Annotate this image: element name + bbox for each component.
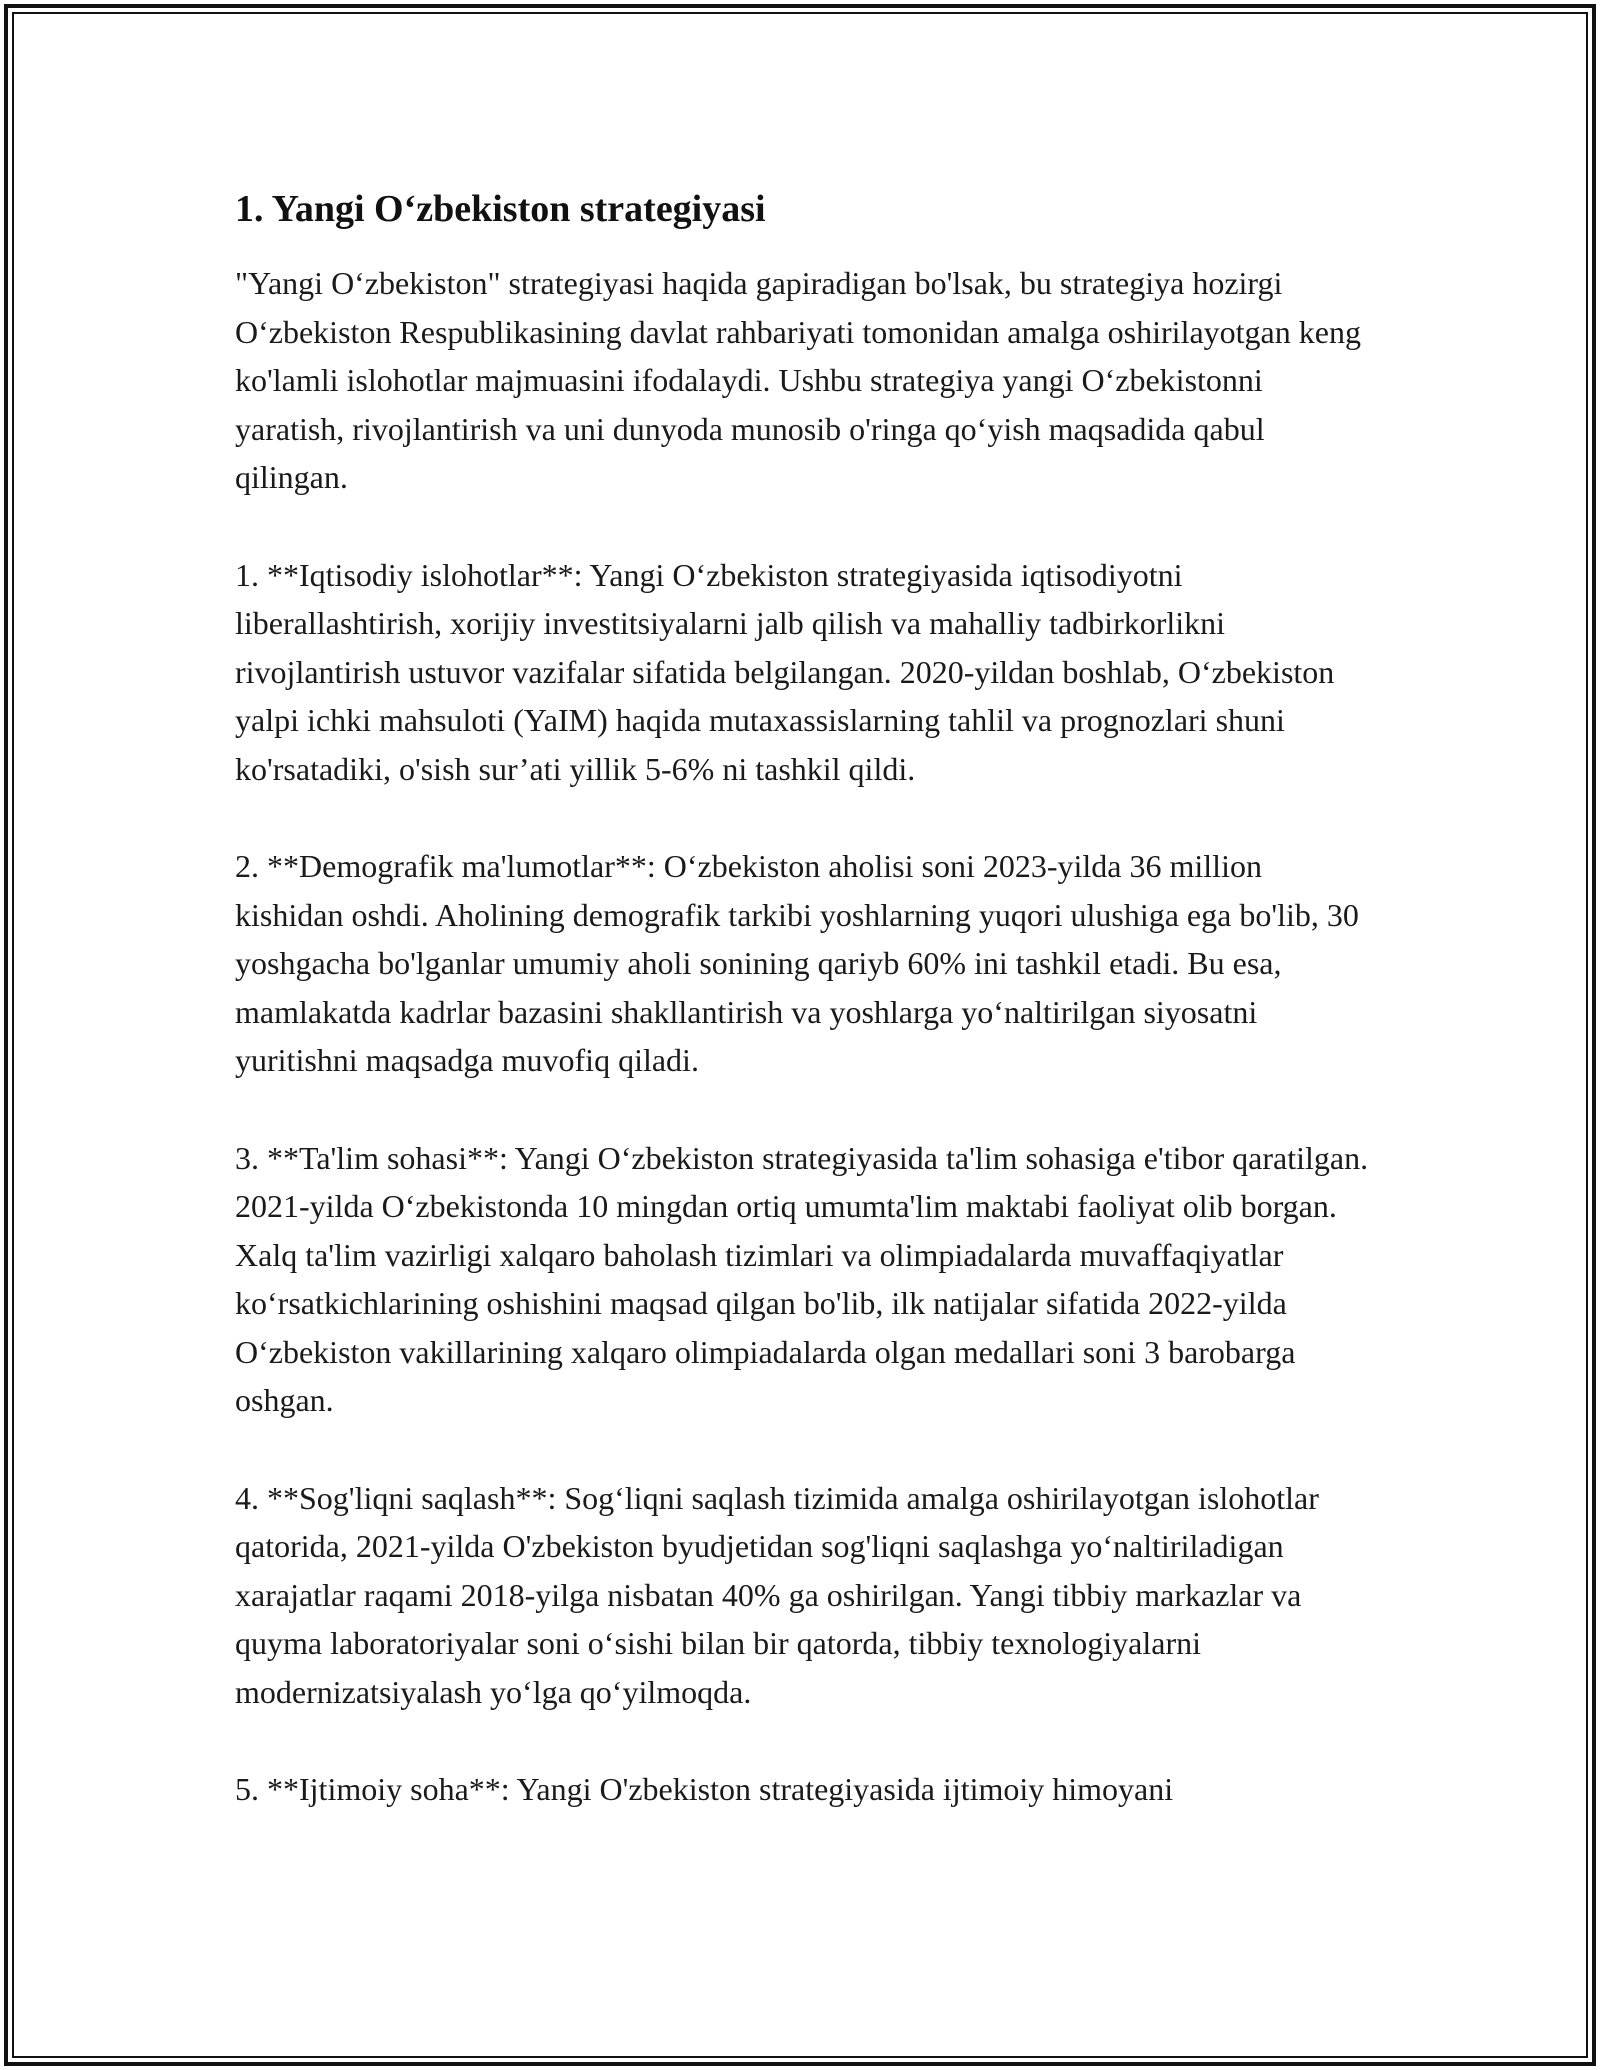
paragraph-social-sphere: 5. **Ijtimoiy soha**: Yangi O'zbekiston strategiyasida ijtimoiy himoyani [235, 1771, 1174, 1807]
document-title: 1. Yangi O‘zbekiston strategiyasi [235, 188, 766, 230]
paragraph-healthcare: 4. **Sog'liqni saqlash**: Sog‘liqni saqlash tizimida amalga oshirilayotgan islohotlar qatorida, 2021-yilda O'zbekiston byudjetidan sog'liqni saqlashga yo‘naltiriladigan xarajatlar raqami 2018-yilga nisbatan 40% ga oshirilgan. Yangi tibbiy markazlar va quyma laboratoriyalar soni o‘sishi bilan bir qatorda, tibbiy texnologiyalarni modernizatsiyalash yo‘lga qo‘yilmoqda. [235, 1479, 1319, 1710]
paragraph-demographics: 2. **Demografik ma'lumotlar**: O‘zbekiston aholisi soni 2023-yilda 36 million kishidan oshdi. Aholining demografik tarkibi yoshlarning yuqori ulushiga ega bo'lib, 30 yoshgacha bo'lganlar umumiy aholi sonining qariyb 60% ini tashkil etadi. Bu esa, mamlakatda kadrlar bazasini shakllantirish va yoshlarga yo‘naltirilgan siyosatni yuritishni maqsadga muvofiq qiladi. [235, 848, 1359, 1078]
document-body [235, 185, 1375, 1863]
paragraph-economic-reforms: 1. **Iqtisodiy islohotlar**: Yangi O‘zbekiston strategiyasida iqtisodiyotni liberallashtirish, xorijiy investitsiyalarni jalb qilish va mahalliy tadbirkorlikni rivojlantirish ustuvor vazifalar sifatida belgilangan. 2020-yildan boshlab, O‘zbekiston yalpi ichki mahsuloti (YaIM) haqida mutaxassislarning tahlil va prognozlari shuni ko'rsatadiki, o'sish sur’ati yillik 5-6% ni tashkil qildi. [235, 556, 1335, 787]
paragraph-intro: "Yangi O‘zbekiston" strategiyasi haqida gapiradigan bo'lsak, bu strategiya hozirgi O‘zbekiston Respublikasining davlat rahbariyati tomonidan amalga oshirilayotgan keng ko'lamli islohotlar majmuasini ifodalaydi. Ushbu strategiya yangi O‘zbekistonni yaratish, rivojlantirish va uni dunyoda munosib o'ringa qo‘yish maqsadida qabul qilingan. [235, 265, 1361, 495]
paragraph-education: 3. **Ta'lim sohasi**: Yangi O‘zbekiston strategiyasida ta'lim sohasiga e'tibor qaratilgan. 2021-yilda O‘zbekistonda 10 mingdan ortiq umumta'lim maktabi faoliyat olib borgan. Xalq ta'lim vazirligi xalqaro baholash tizimlari va olimpiadalarda muvaffaqiyatlar ko‘rsatkichlarining oshishini maqsad qilgan bo'lib, ilk natijalar sifatida 2022-yilda O‘zbekiston vakillarining xalqaro olimpiadalarda olgan medallari soni 3 barobarga oshgan. [235, 1139, 1369, 1418]
